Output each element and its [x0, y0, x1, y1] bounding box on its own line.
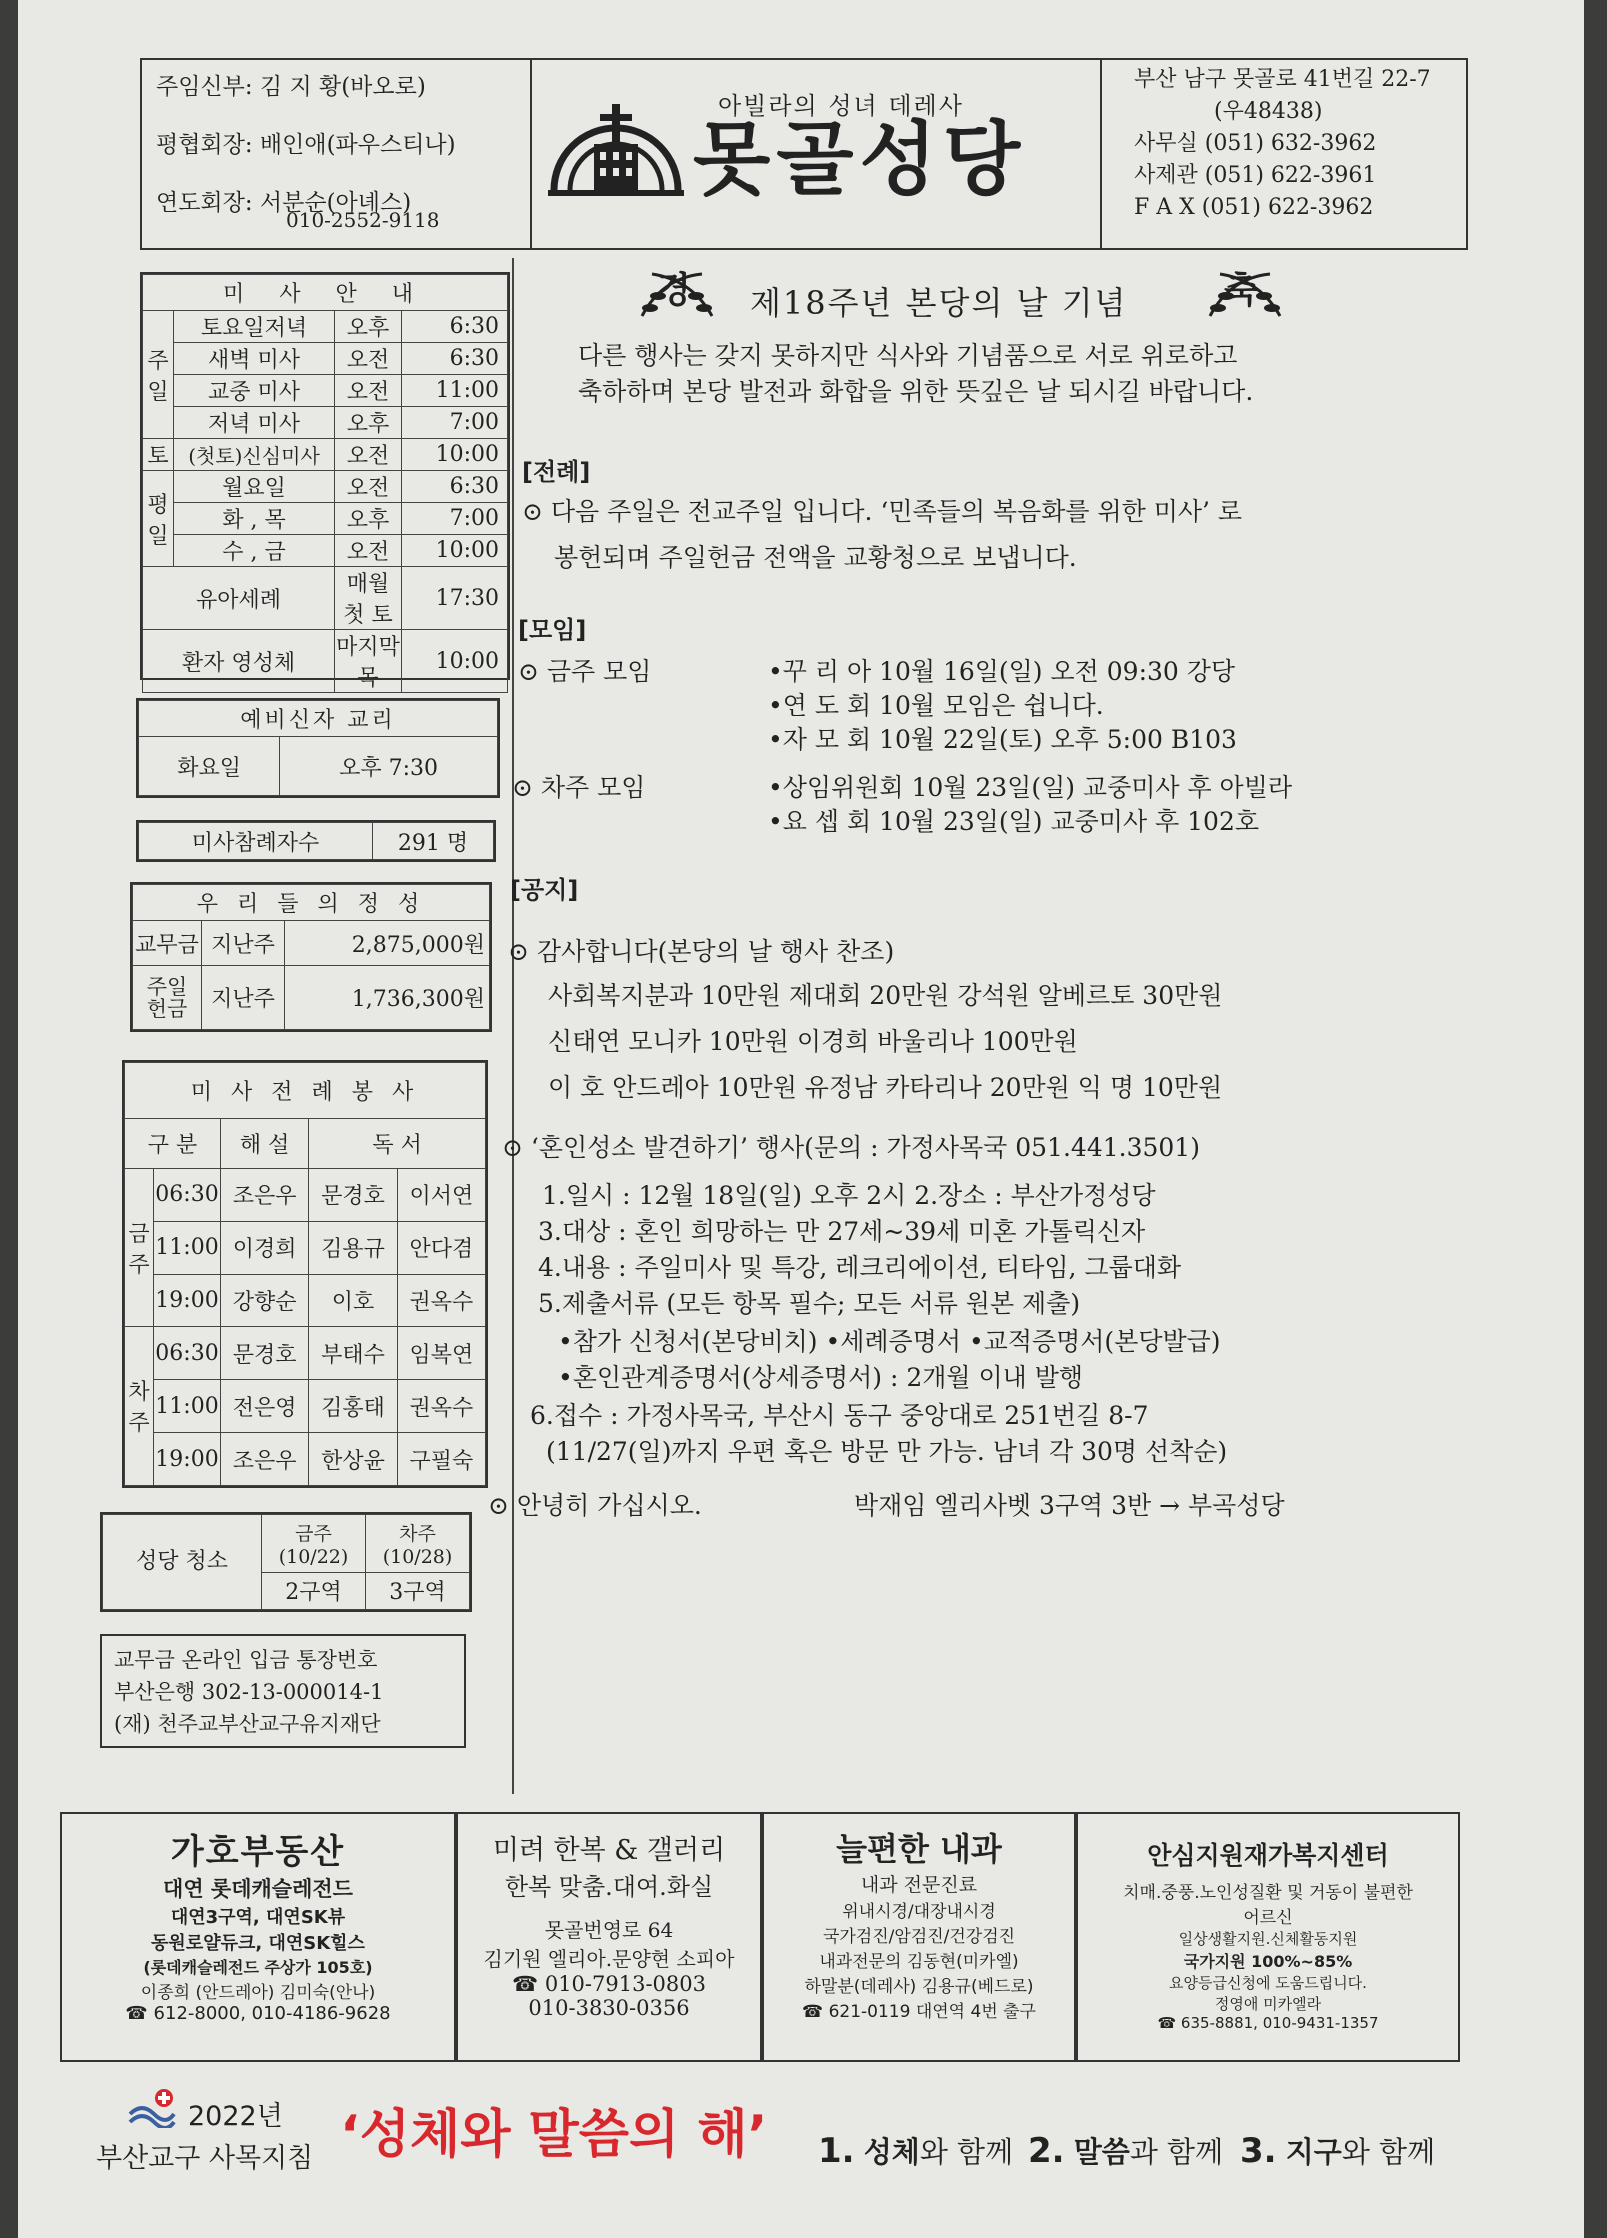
- main-headline: 제18주년 본당의 날 기념: [750, 284, 1128, 322]
- ad-line: 못골번영로 64: [544, 1918, 674, 1942]
- rectory-phone: 사제관 (051) 622-3961: [1134, 163, 1377, 188]
- service-commentator: 문경호: [221, 1327, 309, 1380]
- farewell-line: ⊙ 안녕히 가십시오.: [488, 1491, 702, 1520]
- donation-line: 신태연 모니카 10만원 이경희 바울리나 100만원: [548, 1027, 1078, 1056]
- church-title: 못골성당: [693, 113, 1027, 206]
- mass-schedule-box: [140, 272, 510, 691]
- catechumen-time: 오후 7:30: [280, 737, 498, 796]
- wedding-detail: 4.내용 : 주일미사 및 특강, 레크리에이션, 티타임, 그룹대화: [538, 1253, 1182, 1282]
- ad-line: 치매.중풍.노인성질환 및 거동이 불편한: [1123, 1883, 1413, 1903]
- this-week-meeting-label: ⊙ 금주 모임: [518, 657, 652, 686]
- footer-theme: ‘성체와 말씀의 해’: [340, 2105, 768, 2165]
- cleaning-box: [100, 1512, 472, 1612]
- footer-point-rest: 와 함께: [1341, 2135, 1436, 2169]
- mass-time: 7:00: [402, 407, 508, 439]
- sunday-collection-amount: 1,736,300원: [285, 966, 490, 1030]
- mass-ampm: 오후: [335, 407, 402, 439]
- mass-time: 6:30: [402, 471, 508, 503]
- mass-name: 토요일저녁: [174, 311, 335, 343]
- mass-name: 교중 미사: [174, 375, 335, 407]
- attendance-label: 미사참례자수: [139, 823, 373, 860]
- service-time: 11:00: [154, 1380, 221, 1433]
- service-commentator: 조은우: [221, 1169, 309, 1222]
- office-phone: 사무실 (051) 632-3962: [1134, 131, 1377, 156]
- service-reader: 부태수: [309, 1327, 397, 1380]
- ad-line: 정영애 미카엘라: [1214, 1995, 1322, 2013]
- mass-ampm: 오전: [335, 535, 402, 567]
- mass-time: 11:00: [402, 375, 508, 407]
- ad-real-estate: [60, 1812, 456, 2062]
- service-time: 19:00: [154, 1274, 221, 1327]
- celebrate-left-char: 경: [656, 270, 691, 311]
- cleaning-next-zone: 3구역: [366, 1572, 470, 1609]
- bank-title: 교무금 온라인 입금 통장번호: [114, 1648, 378, 1672]
- ad-line: 대연3구역, 대연SK뷰: [170, 1907, 346, 1928]
- mass-ampm: 오후: [335, 503, 402, 535]
- tithe-amount: 2,875,000원: [285, 921, 490, 966]
- ad-line: 010-3830-0356: [528, 1996, 690, 2020]
- footer-point-num: 3.: [1240, 2131, 1277, 2171]
- mass-ampm: 오전: [335, 471, 402, 503]
- liturgy-line: ⊙ 다음 주일은 전교주일 입니다. ‘민족들의 복음화를 위한 미사’ 로: [522, 497, 1243, 526]
- service-reader: 이호: [309, 1274, 397, 1327]
- service-reader: 안다겸: [397, 1221, 485, 1274]
- service-col-time: 구 분: [125, 1119, 221, 1169]
- ad-clinic: [762, 1812, 1076, 2062]
- footer-point-rest: 와 함께: [919, 2135, 1014, 2169]
- meeting-line: •꾸 리 아 10월 16일(일) 오전 09:30 강당: [768, 657, 1236, 686]
- service-reader: 권옥수: [397, 1274, 485, 1327]
- footer-point-bold: 지구: [1285, 2135, 1342, 2169]
- ad-line: 위내시경/대장내시경: [842, 1902, 996, 1922]
- service-commentator: 전은영: [221, 1380, 309, 1433]
- service-commentator: 조은우: [221, 1433, 309, 1486]
- sunday-week-label: 지난주: [202, 966, 285, 1030]
- bank-box: [100, 1634, 466, 1748]
- meeting-line: •상임위원회 10월 23일(일) 교중미사 후 아빌라: [768, 773, 1293, 802]
- fax-number: F A X (051) 622-3962: [1134, 195, 1374, 220]
- intro-line: 축하하며 본당 발전과 화합을 위한 뜻깊은 날 되시길 바랍니다.: [578, 377, 1254, 406]
- catechumen-day: 화요일: [139, 737, 280, 796]
- legion-text: 연도회장: 서분순(아녜스): [156, 190, 412, 216]
- next-week-label: 차주: [125, 1327, 154, 1486]
- footer-point-num: 1.: [818, 2131, 855, 2171]
- mass-time: 6:30: [402, 343, 508, 375]
- wedding-detail: (11/27(일)까지 우편 혹은 방문 만 가능. 남녀 각 30명 선착순): [546, 1437, 1228, 1466]
- service-col-commentator: 해 설: [221, 1119, 309, 1169]
- catechumen-box: [136, 698, 500, 798]
- meeting-line: •요 셉 회 10월 23일(일) 교중미사 후 102호: [768, 807, 1260, 836]
- liturgy-line: 봉헌되며 주일헌금 전액을 교황청으로 보냅니다.: [554, 543, 1077, 572]
- meeting-line: •자 모 회 10월 22일(토) 오후 5:00 B103: [768, 725, 1237, 754]
- mass-ampm: 오후: [335, 311, 402, 343]
- ad-line: 동원로얄듀크, 대연SK힐스: [151, 1933, 365, 1954]
- offering-title: 우 리 들 의 정 성: [133, 885, 490, 921]
- service-time: 11:00: [154, 1221, 221, 1274]
- mass-name: 화 , 목: [174, 503, 335, 535]
- sick-communion-when: 마지막 목: [335, 630, 402, 693]
- mass-time: 7:00: [402, 503, 508, 535]
- service-box: [122, 1060, 488, 1488]
- service-reader: 김용규: [309, 1221, 397, 1274]
- ad-line: 한복 맞춤.대여.화실: [504, 1873, 714, 1901]
- header-divider-right: [1100, 58, 1102, 250]
- service-title: 미 사 전 례 봉 사: [125, 1063, 486, 1119]
- tithe-label: 교무금: [133, 921, 202, 966]
- notice-heading: [공지]: [510, 876, 579, 904]
- service-reader: 한상윤: [309, 1433, 397, 1486]
- cleaning-next-week: 차주(10/28): [366, 1515, 470, 1573]
- ad-line: 어르신: [1243, 1908, 1293, 1928]
- mass-time: 10:00: [402, 535, 508, 567]
- ad-line: 내과 전문진료: [860, 1874, 978, 1896]
- sunday-collection-label: 주일헌금: [133, 966, 202, 1030]
- mass-name: 저녁 미사: [174, 407, 335, 439]
- saturday-label: 토: [143, 439, 174, 471]
- tithe-week-label: 지난주: [202, 921, 285, 966]
- ad-hanbok: [456, 1812, 762, 2062]
- wedding-detail: •혼인관계증명서(상세증명서) : 2개월 이내 발행: [558, 1363, 1084, 1392]
- next-week-meeting-label: ⊙ 차주 모임: [512, 773, 646, 802]
- ad-line: 일상생활지원.신체활동지원: [1178, 1930, 1358, 1948]
- service-reader: 구필숙: [397, 1433, 485, 1486]
- mass-name: 수 , 금: [174, 535, 335, 567]
- service-reader: 권옥수: [397, 1380, 485, 1433]
- mass-time: 10:00: [402, 439, 508, 471]
- church-logo-icon: [546, 98, 686, 202]
- wedding-detail: 3.대상 : 혼인 희망하는 만 27세~39세 미혼 가톨릭신자: [538, 1217, 1146, 1246]
- service-time: 06:30: [154, 1169, 221, 1222]
- donation-line: 사회복지분과 10만원 제대회 20만원 강석원 알베르토 30만원: [548, 981, 1223, 1010]
- address-text: 부산 남구 못골로 41번길 22-7: [1134, 67, 1431, 92]
- ad-hanbok-name: 미려 한복 & 갤러리: [492, 1835, 726, 1866]
- service-reader: 문경호: [309, 1169, 397, 1222]
- ad-line: 내과전문의 김동현(미카엘): [819, 1952, 1019, 1972]
- wedding-detail: 1.일시 : 12월 18일(일) 오후 2시 2.장소 : 부산가정성당: [542, 1181, 1156, 1210]
- footer-point-num: 2.: [1028, 2131, 1065, 2171]
- donation-line: 이 호 안드레아 10만원 유정남 카타리나 20만원 익 명 10만원: [548, 1073, 1223, 1102]
- wedding-detail: 5.제출서류 (모든 항목 필수; 모든 서류 원본 제출): [538, 1289, 1081, 1318]
- ad-line: ☎ 635-8881, 010-9431-1357: [1157, 2014, 1379, 2032]
- ad-welfare-name: 안심지원재가복지센터: [1147, 1841, 1389, 1870]
- ad-line: 이종희 (안드레아) 김미숙(안나): [140, 1983, 376, 2003]
- mass-ampm: 오전: [335, 343, 402, 375]
- this-week-label: 금주: [125, 1169, 154, 1327]
- liturgy-heading: [전례]: [522, 458, 591, 486]
- mass-name: 새벽 미사: [174, 343, 335, 375]
- mass-name: 월요일: [174, 471, 335, 503]
- footer-point-bold: 말씀: [1073, 2135, 1130, 2169]
- service-col-reader: 독 서: [309, 1119, 486, 1169]
- service-reader: 김홍태: [309, 1380, 397, 1433]
- mass-ampm: 오전: [335, 375, 402, 407]
- sick-communion-label: 환자 영성체: [143, 630, 335, 693]
- service-time: 19:00: [154, 1433, 221, 1486]
- ad-line: 국가검진/암검진/건강검진: [822, 1927, 1016, 1947]
- mass-name: (첫토)신심미사: [174, 439, 335, 471]
- service-time: 06:30: [154, 1327, 221, 1380]
- council-text: 평협회장: 배인애(파우스티나): [156, 132, 456, 158]
- left-column-rule: [512, 258, 514, 1794]
- meeting-line: •연 도 회 10월 모임은 쉽니다.: [768, 691, 1104, 720]
- attendance-count: 291 명: [373, 823, 494, 860]
- bulletin-page: [18, 0, 1584, 2238]
- weekday-label: 평일: [143, 471, 174, 567]
- attendance-box: [136, 820, 496, 862]
- cleaning-this-week: 금주(10/22): [262, 1515, 366, 1573]
- footer-point-3: [1240, 2130, 1435, 2171]
- ad-line: 김기원 엘리아.문양현 소피아: [483, 1947, 735, 1971]
- sick-communion-time: 10:00: [402, 630, 508, 693]
- pastor-text: 주임신부: 김 지 황(바오로): [156, 74, 426, 100]
- wedding-event-line: ⊙ ‘혼인성소 발견하기’ 행사(문의 : 가정사목국 051.441.3501): [502, 1133, 1200, 1162]
- footer-point-bold: 성체: [863, 2135, 920, 2169]
- ad-line: ☎ 612-8000, 010-4186-9628: [125, 2003, 391, 2024]
- infant-baptism-time: 17:30: [402, 567, 508, 630]
- ad-line: 국가지원 100%~85%: [1183, 1952, 1353, 1971]
- infant-baptism-when: 매월 첫 토: [335, 567, 402, 630]
- offering-box: [130, 882, 492, 1032]
- service-reader: 이서연: [397, 1169, 485, 1222]
- header-contact: [1134, 64, 1431, 224]
- footer-point-2: [1028, 2130, 1223, 2171]
- church-subtitle: 아빌라의 성녀 데레사: [718, 92, 964, 120]
- farewell-detail: 박재임 엘리사벳 3구역 3반 → 부곡성당: [854, 1491, 1285, 1520]
- ad-line: ☎ 010-7913-0803: [512, 1972, 706, 1996]
- ad-line: 대연 롯데캐슬레전드: [163, 1877, 353, 1901]
- mass-schedule-title: 미 사 안 내: [143, 275, 508, 311]
- diocese-logo-icon: [128, 2088, 176, 2128]
- intro-line: 다른 행사는 갖지 못하지만 식사와 기념품으로 서로 위로하고: [578, 341, 1238, 370]
- sunday-label: 주일: [143, 311, 174, 439]
- bank-owner: (재) 천주교부산교구유지재단: [114, 1712, 381, 1736]
- cleaning-this-zone: 2구역: [262, 1572, 366, 1609]
- cleaning-label: 성당 청소: [103, 1515, 262, 1610]
- infant-baptism-label: 유아세례: [143, 567, 335, 630]
- legion-phone: 010-2552-9118: [286, 208, 440, 232]
- ad-line: 하말분(데레사) 김용규(베드로): [804, 1977, 1034, 1997]
- bank-account: 부산은행 302-13-000014-1: [114, 1680, 384, 1704]
- mass-time: 6:30: [402, 311, 508, 343]
- header-officers: [156, 64, 456, 226]
- ad-line: (롯데캐슬레전드 주상가 105호): [143, 1958, 373, 1977]
- catechumen-title: 예비신자 교리: [139, 701, 498, 737]
- ad-line: 요양등급신청에 도움드립니다.: [1169, 1974, 1367, 1992]
- footer-diocese: 부산교구 사목지침: [96, 2143, 314, 2174]
- wedding-detail: •참가 신청서(본당비치) •세례증명서 •교적증명서(본당발급): [558, 1327, 1221, 1356]
- ad-line: ☎ 621-0119 대연역 4번 출구: [802, 2002, 1036, 2022]
- footer-point-rest: 과 함께: [1129, 2135, 1224, 2169]
- footer-year: 2022년: [188, 2101, 283, 2132]
- thanks-line: ⊙ 감사합니다(본당의 날 행사 찬조): [508, 937, 895, 966]
- service-reader: 임복연: [397, 1327, 485, 1380]
- footer-point-1: [818, 2130, 1013, 2171]
- ad-clinic-name: 늘편한 내과: [836, 1830, 1002, 1868]
- celebrate-right-char: 축: [1224, 270, 1259, 311]
- service-commentator: 강향순: [221, 1274, 309, 1327]
- header-divider-left: [530, 58, 532, 250]
- ad-real-estate-name: 가호부동산: [170, 1832, 346, 1872]
- wedding-detail: 6.접수 : 가정사목국, 부산시 동구 중앙대로 251번길 8-7: [530, 1401, 1149, 1430]
- service-commentator: 이경희: [221, 1221, 309, 1274]
- zip-text: (우48438): [1214, 99, 1323, 124]
- mass-ampm: 오전: [335, 439, 402, 471]
- ad-welfare-center: [1076, 1812, 1460, 2062]
- meeting-heading: [모임]: [518, 616, 587, 644]
